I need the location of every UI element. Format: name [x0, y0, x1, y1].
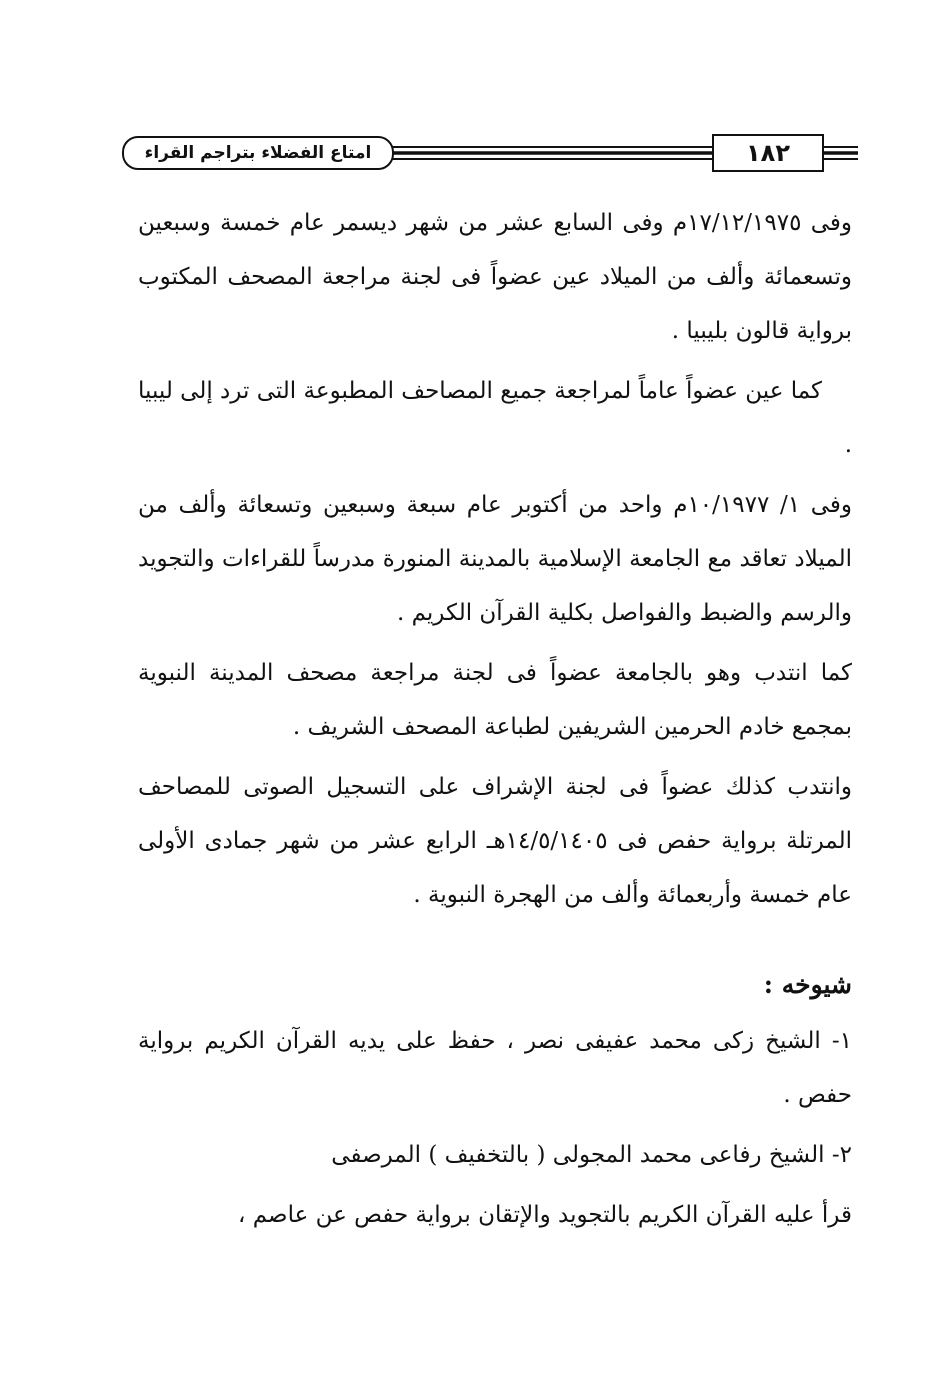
teacher-item-2-detail: قرأ عليه القرآن الكريم بالتجويد والإتقان برواية حفص عن عاصم ،: [238, 1202, 852, 1228]
teacher-item-1: ١- الشيخ زكى محمد عفيفى نصر ، حفظ على يديه القرآن الكريم برواية حفص .: [138, 1028, 852, 1108]
teacher-item-2: ٢- الشيخ رفاعى محمد المجولى ( بالتخفيف ) المرصفى: [331, 1142, 852, 1168]
page-body: [138, 196, 852, 1242]
paragraph-1: وفى ١٧/١٢/١٩٧٥م وفى السابع عشر من شهر ديسمر عام خمسة وسبعين وتسعمائة وألف من الميلاد عين عضواً فى لجنة مراجعة المصحف المكتوب برواية قالون بليبيا .: [138, 210, 852, 344]
section-heading: شيوخه :: [763, 970, 852, 999]
book-title: امتاع الفضلاء بتراجم القراء: [122, 136, 394, 170]
paragraph-3: وفى ١/ ١٠/١٩٧٧م واحد من أكتوبر عام سبعة وسبعين وتسعائة وألف من الميلاد تعاقد مع الجامعة الإسلامية بالمدينة المنورة مدرساً للقراءات والتجويد والرسم والضبط والفواصل بكلية القرآن الكريم .: [138, 492, 852, 626]
paragraph-5: وانتدب كذلك عضواً فى لجنة الإشراف على التسجيل الصوتى للمصاحف المرتلة برواية حفص فى ١٤/٥/١٤٠٥هـ الرابع عشر من شهر جمادى الأولى عام خمسة وأربعمائة وألف من الهجرة النبوية .: [138, 774, 852, 908]
page-number: ١٨٢: [712, 134, 824, 172]
paragraph-2: كما عين عضواً عاماً لمراجعة جميع المصاحف المطبوعة التى ترد إلى ليبيا .: [138, 378, 852, 458]
page-header: [118, 132, 858, 172]
paragraph-4: كما انتدب وهو بالجامعة عضواً فى لجنة مراجعة مصحف المدينة النبوية بمجمع خادم الحرمين الشريفين لطباعة المصحف الشريف .: [138, 660, 852, 740]
